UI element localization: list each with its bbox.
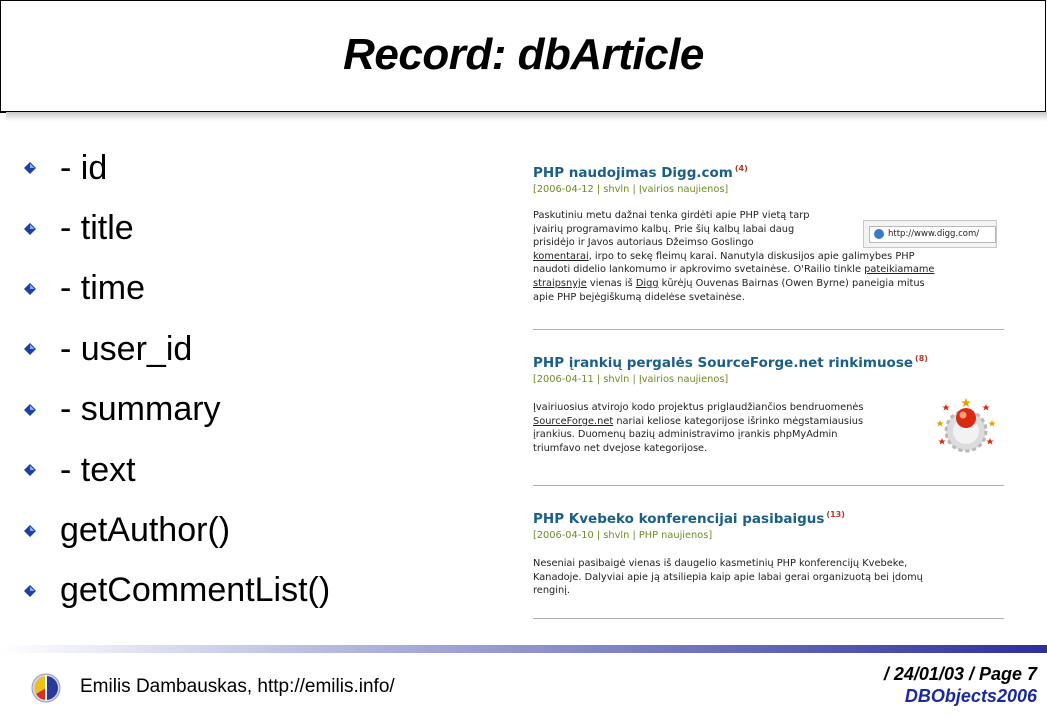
- diamond-bullet-icon: [24, 464, 36, 476]
- body-line: [533, 250, 1004, 264]
- address-bar: [869, 226, 996, 243]
- article-meta: [2006-04-11 | shvln | Įvairios naujienos]: [533, 374, 729, 385]
- body-line: prisidėjo ir Javos autoriaus Džeimso Goslingo: [533, 237, 754, 249]
- diamond-bullet-icon: [24, 283, 36, 295]
- body-line: apie PHP bejėgiškumą didelėse svetainėse.: [533, 291, 745, 303]
- article-body: [533, 557, 1004, 598]
- article-body: [533, 401, 1004, 455]
- body-line: renginį.: [533, 585, 571, 597]
- footer-gradient-line: [0, 645, 1047, 653]
- article-title-link[interactable]: PHP Kvebeko konferencijai pasibaigus: [533, 511, 825, 527]
- bullet-item: [24, 198, 330, 258]
- bullet-text: - summary: [60, 390, 221, 429]
- diamond-bullet-icon: [24, 404, 36, 416]
- body-line: Paskutiniu metu dažnai tenka girdėti apie PHP vietą tarp: [533, 210, 810, 221]
- article-item: [533, 508, 1004, 598]
- bullet-text: - id: [60, 148, 108, 187]
- bullet-item: [24, 259, 330, 319]
- article-separator: [533, 485, 1004, 486]
- body-line: [533, 415, 1004, 429]
- bullet-item: [24, 440, 330, 500]
- article-item: [533, 162, 1004, 304]
- article-list-screenshot: [533, 155, 1008, 625]
- diamond-bullet-icon: [24, 162, 36, 174]
- article-title-link[interactable]: PHP naudojimas Digg.com: [533, 165, 733, 181]
- bullet-list: [24, 138, 330, 621]
- body-line: Kanadoje. Dalyviai apie ją atsiliepia kaip apie labai gerai organizuotą bei įdomų: [533, 571, 923, 583]
- article-meta: [2006-04-10 | shvln | PHP naujienos]: [533, 530, 713, 541]
- bullet-text: getAuthor(): [60, 511, 231, 550]
- author-text: Emilis Dambauskas, http://emilis.info/: [80, 676, 395, 697]
- article-separator: [533, 618, 1004, 619]
- diamond-bullet-icon: [24, 343, 36, 355]
- body-text: vienas iš: [586, 277, 636, 289]
- body-text: naudoti didelio lankomumo ir apkrovimo svetainėse. O'Railio tinkle: [533, 264, 865, 276]
- bullet-text: - title: [60, 209, 134, 248]
- comment-count[interactable]: (4): [734, 163, 748, 173]
- diamond-bullet-icon: [24, 585, 36, 597]
- pateikiamame-link[interactable]: pateikiamame: [864, 264, 935, 276]
- article-separator: [533, 329, 1004, 330]
- diamond-bullet-icon: [24, 223, 36, 235]
- author-logo-icon: [30, 672, 62, 704]
- sourceforge-link[interactable]: SourceForge.net: [533, 415, 614, 427]
- bullet-item: [24, 138, 330, 198]
- digg-link[interactable]: Digg: [635, 277, 659, 289]
- bullet-text: - time: [60, 269, 145, 308]
- slide-title: Record: dbArticle: [343, 30, 704, 79]
- bullet-item: [24, 561, 330, 621]
- bullet-text: - user_id: [60, 329, 193, 368]
- komentarai-link[interactable]: komentarai: [533, 250, 589, 262]
- diamond-bullet-icon: [24, 525, 36, 537]
- brand-text: DBObjects2006: [904, 686, 1037, 706]
- bullet-text: getCommentList(): [60, 571, 331, 610]
- page-info: / 24/01/03 / Page 7: [883, 664, 1037, 684]
- article-meta: [2006-04-12 | shvln | Įvairios naujienos]: [533, 184, 729, 195]
- body-line: Neseniai pasibaigė vienas iš daugelio kasmetinių PHP konferencijų Kvebeke,: [533, 558, 908, 569]
- article-heading: [533, 508, 1004, 527]
- award-logo-icon: [936, 396, 996, 458]
- browser-logo-icon: [874, 229, 884, 239]
- body-text: kūrėjų Ouvenas Bairnas (Owen Byrne) paneigia mitus: [658, 277, 925, 289]
- article-heading: [533, 352, 1004, 371]
- straipsnyje-link[interactable]: straipsnyje: [533, 277, 587, 289]
- body-text: , irpo to sekę fleimų karai. Nanutyla diskusijos apie galimybes PHP: [588, 250, 915, 262]
- body-line: įrankius. Duomenų bazių administravimo įrankis phpMyAdmin: [533, 429, 838, 441]
- article-title-link[interactable]: PHP įrankių pergalės SourceForge.net rinkimuose: [533, 355, 914, 371]
- body-line: [533, 277, 1004, 291]
- bullet-text: - text: [60, 450, 136, 489]
- article-item: [533, 352, 1004, 455]
- body-line: triumfavo net dvejose kategorijose.: [533, 442, 708, 454]
- body-line: Įvairiuosius atvirojo kodo projektus priglaudžiančios bendruomenės: [533, 402, 864, 413]
- article-heading: [533, 162, 1004, 181]
- url-text: http://www.digg.com/: [888, 229, 980, 239]
- body-text: nariai keliose kategorijose išrinko mėgstamiausius: [613, 415, 864, 427]
- bullet-item: [24, 500, 330, 560]
- comment-count[interactable]: (8): [915, 353, 928, 363]
- comment-count[interactable]: (13): [826, 509, 845, 519]
- bullet-item: [24, 319, 330, 379]
- browser-url-thumbnail: [863, 220, 997, 248]
- body-line: įvairių programavimo kalbų. Prie šių kalbų labai daug: [533, 223, 795, 235]
- title-shadow: [6, 112, 1047, 121]
- body-line: [533, 263, 1004, 277]
- bullet-item: [24, 380, 330, 440]
